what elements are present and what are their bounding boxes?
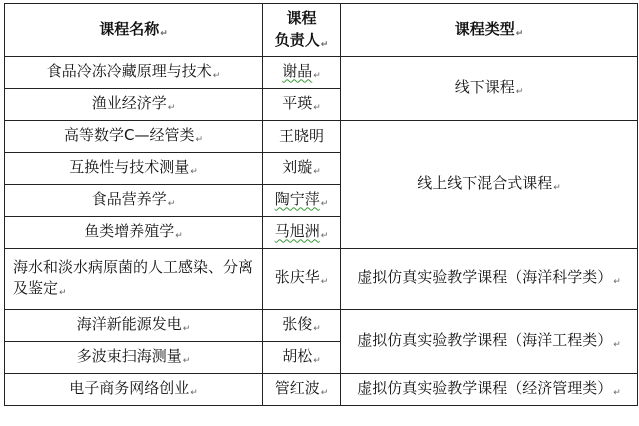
course-lead-cell (263, 217, 341, 249)
course-lead: 平瑛 (282, 93, 313, 112)
course-name-cell (5, 89, 263, 121)
paragraph-mark-icon: ↵ (182, 355, 191, 366)
paragraph-mark-icon: ↵ (320, 39, 329, 50)
paragraph-mark-icon: ↵ (160, 28, 168, 39)
paragraph-mark-icon: ↵ (190, 387, 198, 398)
course-name: 食品营养学 (91, 189, 167, 208)
header-course-type (341, 4, 638, 57)
course-name-cell (5, 121, 263, 153)
paragraph-mark-icon: ↵ (313, 355, 321, 366)
paragraph-mark-icon: ↵ (613, 277, 621, 287)
paragraph-mark-icon: ↵ (59, 287, 67, 298)
table-row (5, 249, 638, 310)
course-name-cell (5, 57, 263, 89)
header-course-lead-line1: 课程 (286, 8, 317, 27)
header-course-name (5, 4, 263, 57)
course-type: 虚拟仿真实验教学课程（海洋科学类） (357, 268, 613, 286)
paragraph-mark-icon: ↵ (313, 166, 321, 177)
paragraph-mark-icon: ↵ (212, 70, 221, 81)
course-lead-cell (263, 153, 341, 185)
course-name-cell (5, 217, 263, 249)
paragraph-mark-icon: ↵ (320, 387, 329, 398)
course-name-cell (5, 310, 263, 342)
header-row (5, 4, 638, 57)
table-row (5, 57, 638, 89)
course-lead: 管红波 (274, 378, 320, 397)
course-name: 鱼类增养殖学 (84, 221, 175, 240)
course-name-cell (5, 185, 263, 217)
course-name: 高等数学C—经管类 (63, 125, 195, 144)
header-course-lead (263, 4, 341, 57)
course-type-cell (341, 249, 638, 310)
paragraph-mark-icon: ↵ (320, 230, 329, 241)
course-name-cell (5, 374, 263, 406)
paragraph-mark-icon: ↵ (515, 86, 524, 97)
paragraph-mark-icon: ↵ (515, 28, 524, 39)
course-type: 线下课程 (454, 77, 515, 96)
course-lead: 胡松 (282, 346, 313, 365)
paragraph-mark-icon: ↵ (175, 230, 183, 241)
course-lead: 张俊 (282, 314, 313, 333)
course-lead-cell (263, 374, 341, 406)
header-course-type-label: 课程类型 (454, 19, 515, 38)
paragraph-mark-icon: ↵ (313, 70, 321, 81)
course-lead-cell (263, 249, 341, 310)
paragraph-mark-icon: ↵ (167, 198, 176, 209)
course-lead: 刘璇 (282, 157, 313, 176)
course-lead-cell (263, 89, 341, 121)
course-name: 食品冷冻冷藏原理与技术 (46, 61, 212, 80)
paragraph-mark-icon: ↵ (313, 102, 321, 113)
course-type-cell (341, 121, 638, 249)
paragraph-mark-icon: ↵ (320, 277, 329, 287)
course-name: 海水和淡水病原菌的人工感染、分离及鉴定 (13, 257, 254, 297)
course-lead-cell (263, 185, 341, 217)
course-lead: 陶宁萍 (274, 189, 320, 208)
course-lead-cell (263, 121, 341, 153)
paragraph-mark-icon: ↵ (167, 102, 176, 113)
course-name: 渔业经济学 (91, 93, 167, 112)
course-lead: 张庆华 (274, 268, 320, 286)
paragraph-mark-icon: ↵ (195, 134, 204, 145)
paragraph-mark-icon: ↵ (320, 198, 329, 209)
paragraph-mark-icon: ↵ (613, 387, 621, 398)
table-row (5, 374, 638, 406)
course-type-cell (341, 374, 638, 406)
course-name: 多波束扫海测量 (76, 346, 182, 365)
paragraph-mark-icon: ↵ (190, 166, 198, 177)
course-name: 互换性与技术测量 (69, 157, 190, 176)
course-name-cell (5, 342, 263, 374)
course-table (4, 3, 638, 406)
course-lead-cell (263, 57, 341, 89)
course-name-cell (5, 153, 263, 185)
course-lead-cell (263, 342, 341, 374)
course-type-cell (341, 57, 638, 121)
paragraph-mark-icon: ↵ (313, 323, 321, 334)
course-lead: 谢晶 (282, 61, 313, 80)
paragraph-mark-icon: ↵ (182, 323, 191, 334)
header-course-name-label: 课程名称 (99, 19, 160, 38)
header-course-lead-line2: 负责人 (274, 30, 320, 49)
course-name-cell (5, 249, 263, 310)
table-row (5, 310, 638, 342)
course-type: 线上线下混合式课程 (417, 173, 553, 192)
course-type: 虚拟仿真实验教学课程（海洋工程类） (357, 330, 613, 349)
course-lead: 马旭洲 (274, 221, 320, 240)
table-row (5, 121, 638, 153)
course-name: 电子商务网络创业 (69, 378, 190, 397)
paragraph-mark-icon: ↵ (553, 182, 561, 193)
course-type: 虚拟仿真实验教学课程（经济管理类） (357, 378, 613, 397)
course-lead: 王晓明 (278, 127, 324, 145)
course-name: 海洋新能源发电 (76, 314, 182, 333)
paragraph-mark-icon: ↵ (613, 339, 621, 350)
course-lead-cell (263, 310, 341, 342)
course-type-cell (341, 310, 638, 374)
